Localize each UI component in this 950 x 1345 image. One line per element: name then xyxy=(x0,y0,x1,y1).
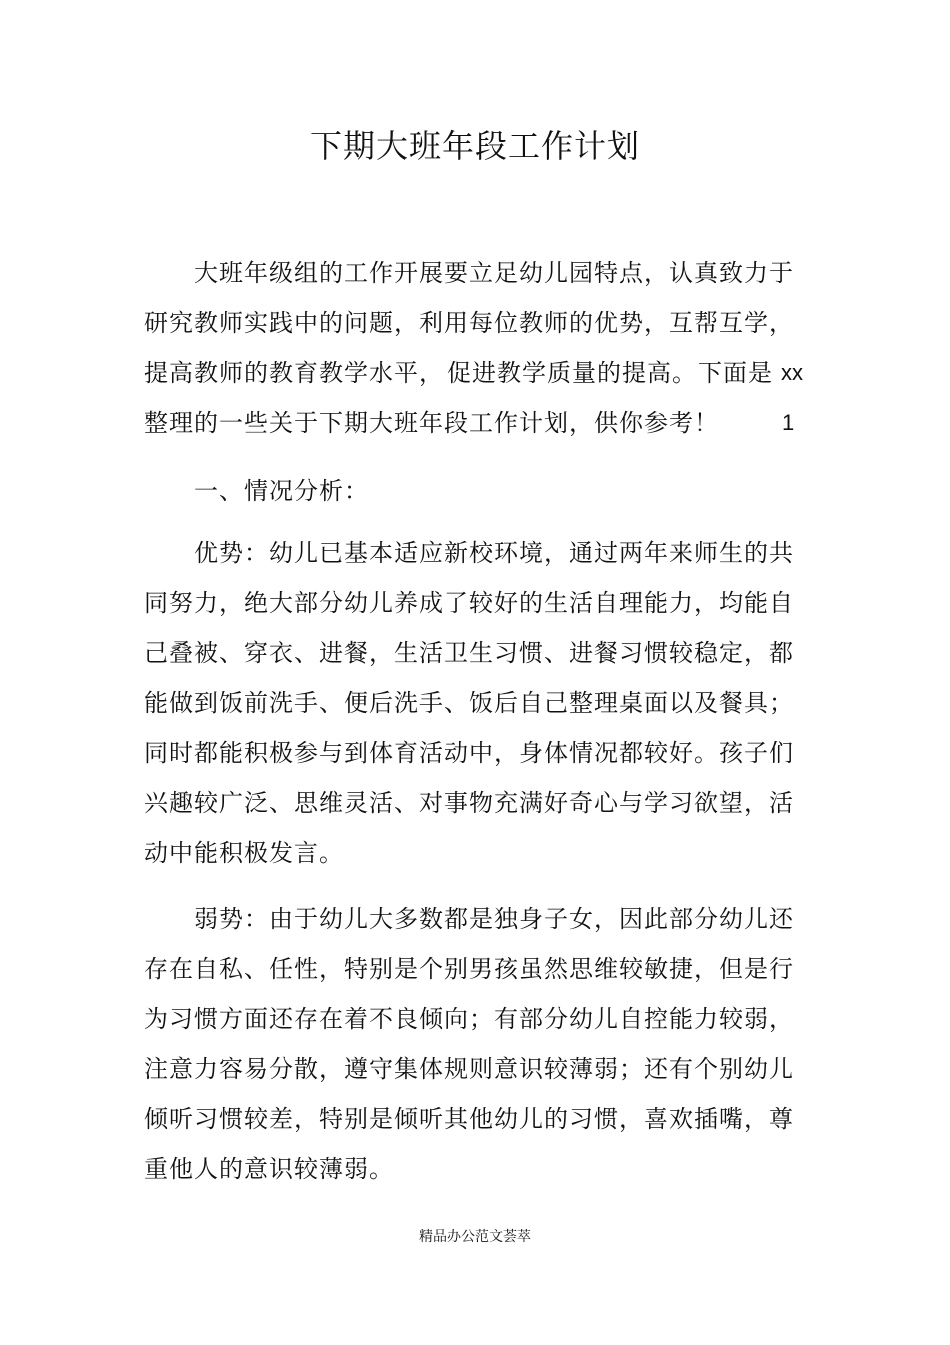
intro-line-3a: 提高教师的教育教学水平， xyxy=(144,359,444,387)
intro-line-4: 整理的一些关于下期大班年段工作计划，供你参考！ xyxy=(144,409,719,437)
strengths-line-6: 兴趣较广泛、思维灵活、对事物充满好奇心与学习欲望，活 xyxy=(144,789,794,817)
section-heading-analysis: 一、情况分析： xyxy=(194,477,369,505)
strengths-line-1: 优势：幼儿已基本适应新校环境，通过两年来师生的共 xyxy=(194,539,794,567)
strengths-line-2: 同努力，绝大部分幼儿养成了较好的生活自理能力，均能自 xyxy=(144,589,794,617)
strengths-line-5: 同时都能积极参与到体育活动中，身体情况都较好。孩子们 xyxy=(144,739,794,767)
weaknesses-line-2: 存在自私、任性，特别是个别男孩虽然思维较敏捷，但是行 xyxy=(144,955,794,983)
intro-line-2: 研究教师实践中的问题，利用每位教师的优势，互帮互学， xyxy=(144,309,794,337)
intro-side-mark-1: 1 xyxy=(782,410,795,435)
strengths-line-4: 能做到饭前洗手、便后洗手、饭后自己整理桌面以及餐具； xyxy=(144,689,794,717)
intro-line-3c: 下面是 xyxy=(698,359,773,387)
weaknesses-line-1: 弱势：由于幼儿大多数都是独身子女，因此部分幼儿还 xyxy=(194,905,794,933)
strengths-line-3: 己叠被、穿衣、进餐，生活卫生习惯、进餐习惯较稳定，都 xyxy=(144,639,794,667)
page-footer: 精品办公范文荟萃 xyxy=(419,1229,531,1245)
strengths-line-7: 动中能积极发言。 xyxy=(144,839,344,867)
intro-line-3b: 促进教学质量的提高。 xyxy=(447,359,697,387)
document-title: 下期大班年段工作计划 xyxy=(309,127,640,165)
intro-line-1: 大班年级组的工作开展要立足幼儿园特点，认真致力于 xyxy=(194,259,794,287)
weaknesses-line-4: 注意力容易分散，遵守集体规则意识较薄弱；还有个别幼儿 xyxy=(144,1055,794,1083)
weaknesses-line-6: 重他人的意识较薄弱。 xyxy=(144,1155,394,1183)
weaknesses-line-3: 为习惯方面还存在着不良倾向；有部分幼儿自控能力较弱， xyxy=(144,1005,794,1033)
weaknesses-line-5: 倾听习惯较差，特别是倾听其他幼儿的习惯，喜欢插嘴，尊 xyxy=(144,1105,794,1133)
intro-side-mark-xx: xx xyxy=(781,360,803,385)
